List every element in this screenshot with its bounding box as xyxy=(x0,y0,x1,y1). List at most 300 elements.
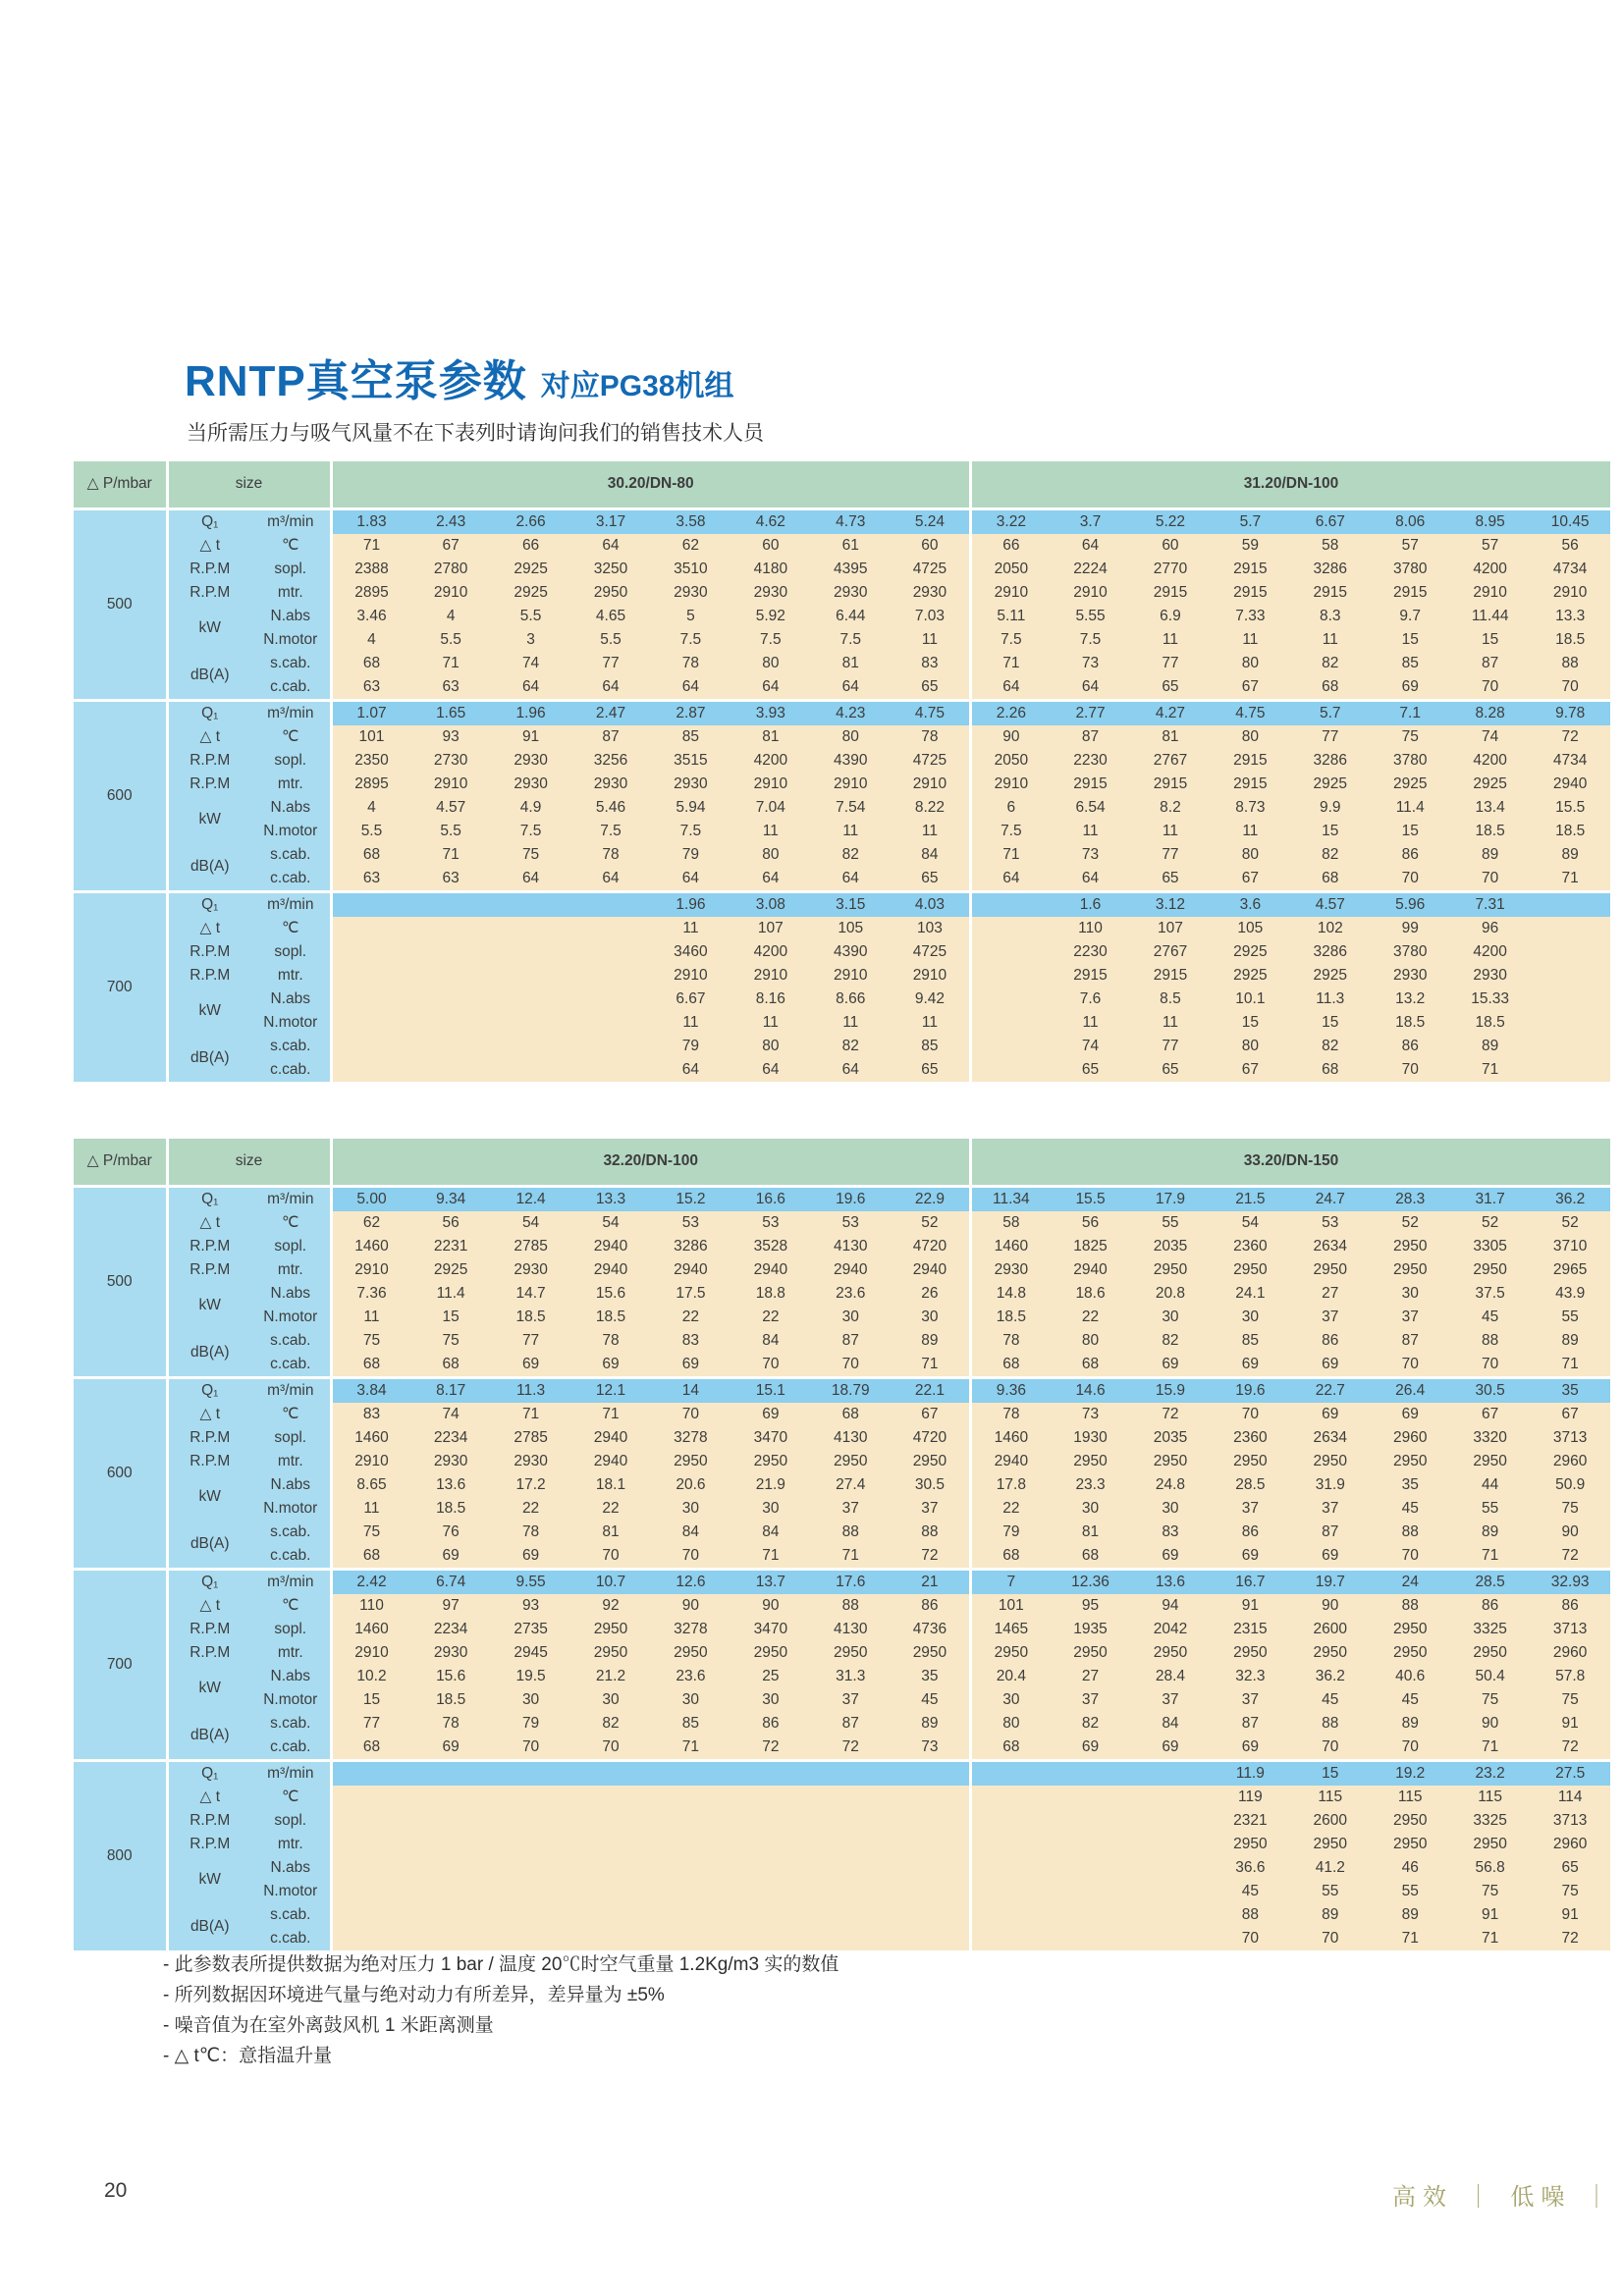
value-cell xyxy=(1130,1809,1210,1833)
value-cell: 2930 xyxy=(730,581,810,605)
value-cell xyxy=(1530,892,1610,918)
value-cell: 7.5 xyxy=(570,820,650,843)
value-cell: 5.00 xyxy=(331,1187,410,1212)
value-cell xyxy=(1051,1927,1130,1950)
value-cell: 3278 xyxy=(651,1426,730,1450)
value-cell: 70 xyxy=(1211,1927,1290,1950)
value-cell: 37 xyxy=(1371,1306,1450,1329)
value-cell: 75 xyxy=(331,1329,410,1353)
value-cell: 4 xyxy=(331,796,410,820)
value-cell: 11 xyxy=(891,628,970,652)
value-cell: 2950 xyxy=(1211,1833,1290,1856)
value-cell: 45 xyxy=(1371,1497,1450,1521)
value-cell: 4720 xyxy=(891,1426,970,1450)
value-cell: 2950 xyxy=(1290,1833,1370,1856)
value-cell: 71 xyxy=(970,843,1050,867)
value-cell: 21.9 xyxy=(730,1473,810,1497)
value-cell xyxy=(491,1035,570,1058)
value-cell: 4200 xyxy=(1450,558,1530,581)
value-cell: 3 xyxy=(491,628,570,652)
value-cell: 4130 xyxy=(811,1426,891,1450)
value-cell xyxy=(891,1786,970,1809)
value-cell xyxy=(570,917,650,940)
value-cell: 2050 xyxy=(970,749,1050,773)
value-cell: 91 xyxy=(1450,1903,1530,1927)
value-cell: 15.5 xyxy=(1051,1187,1130,1212)
value-cell xyxy=(1051,1809,1130,1833)
value-cell: 115 xyxy=(1450,1786,1530,1809)
value-cell xyxy=(331,892,410,918)
value-cell: 3.46 xyxy=(331,605,410,628)
value-cell: 70 xyxy=(811,1353,891,1378)
value-cell: 11 xyxy=(331,1306,410,1329)
value-cell: 2950 xyxy=(651,1450,730,1473)
value-cell xyxy=(570,1035,650,1058)
value-cell: 7.6 xyxy=(1051,988,1130,1011)
value-cell: 79 xyxy=(651,843,730,867)
value-cell: 91 xyxy=(1530,1903,1610,1927)
value-cell: 3256 xyxy=(570,749,650,773)
value-cell xyxy=(891,1809,970,1833)
value-cell: 1460 xyxy=(970,1235,1050,1258)
value-cell xyxy=(1530,1035,1610,1058)
value-cell: 64 xyxy=(970,867,1050,892)
value-cell xyxy=(570,964,650,988)
value-cell: 8.17 xyxy=(410,1378,490,1404)
value-cell: 80 xyxy=(970,1712,1050,1735)
value-cell xyxy=(1051,1786,1130,1809)
value-cell xyxy=(410,988,490,1011)
row-measure-label: N.abs xyxy=(251,1665,331,1688)
value-cell: 37 xyxy=(1290,1497,1370,1521)
value-cell: 72 xyxy=(811,1735,891,1761)
value-cell: 86 xyxy=(1371,843,1450,867)
value-cell: 6.74 xyxy=(410,1570,490,1595)
value-cell: 80 xyxy=(1211,1035,1290,1058)
value-cell: 19.2 xyxy=(1371,1761,1450,1787)
footnote: - 所列数据因环境进气量与绝对动力有所差异，差异量为 ±5% xyxy=(163,1985,665,2005)
value-cell: 68 xyxy=(1290,675,1370,701)
row-measure-label: ℃ xyxy=(251,1594,331,1618)
value-cell: 15.2 xyxy=(651,1187,730,1212)
value-cell: 63 xyxy=(331,675,410,701)
value-cell: 2925 xyxy=(491,558,570,581)
value-cell: 3780 xyxy=(1371,749,1450,773)
value-cell: 78 xyxy=(410,1712,490,1735)
value-cell: 115 xyxy=(1371,1786,1450,1809)
value-cell: 88 xyxy=(1371,1594,1450,1618)
value-cell: 4.75 xyxy=(1211,701,1290,726)
row-unit-label: R.P.M xyxy=(167,1258,251,1282)
row-measure-label: c.cab. xyxy=(251,1058,331,1082)
value-cell: 3.7 xyxy=(1051,509,1130,535)
value-cell xyxy=(410,1903,490,1927)
value-cell: 15.1 xyxy=(730,1378,810,1404)
row-unit-label: dB(A) xyxy=(167,1903,251,1950)
value-cell: 85 xyxy=(1371,652,1450,675)
value-cell: 54 xyxy=(491,1211,570,1235)
value-cell xyxy=(491,917,570,940)
value-cell: 2224 xyxy=(1051,558,1130,581)
value-cell: 88 xyxy=(1290,1712,1370,1735)
value-cell: 4 xyxy=(410,605,490,628)
value-cell: 2950 xyxy=(1450,1450,1530,1473)
value-cell: 70 xyxy=(1371,1735,1450,1761)
value-cell: 2965 xyxy=(1530,1258,1610,1282)
value-cell: 85 xyxy=(651,725,730,749)
value-cell: 15.6 xyxy=(570,1282,650,1306)
value-cell: 20.4 xyxy=(970,1665,1050,1688)
value-cell: 2915 xyxy=(1211,773,1290,796)
value-cell: 68 xyxy=(331,843,410,867)
value-cell: 2930 xyxy=(410,1450,490,1473)
value-cell: 90 xyxy=(1290,1594,1370,1618)
value-cell: 95 xyxy=(1051,1594,1130,1618)
row-unit-label: △ t xyxy=(167,917,251,940)
value-cell: 74 xyxy=(1450,725,1530,749)
value-cell: 37 xyxy=(1211,1688,1290,1712)
value-cell: 2930 xyxy=(1450,964,1530,988)
value-cell: 89 xyxy=(891,1329,970,1353)
value-cell: 23.6 xyxy=(811,1282,891,1306)
value-cell: 75 xyxy=(410,1329,490,1353)
pressure-label: 800 xyxy=(74,1761,167,1951)
value-cell: 2.42 xyxy=(331,1570,410,1595)
value-cell: 79 xyxy=(651,1035,730,1058)
value-cell xyxy=(491,1856,570,1880)
value-cell: 52 xyxy=(1371,1211,1450,1235)
value-cell: 2950 xyxy=(970,1641,1050,1665)
value-cell: 30 xyxy=(1051,1497,1130,1521)
value-cell: 71 xyxy=(1450,1544,1530,1570)
size-column-header: size xyxy=(167,461,331,509)
value-cell: 18.8 xyxy=(730,1282,810,1306)
value-cell: 2910 xyxy=(331,1258,410,1282)
value-cell: 2950 xyxy=(1051,1450,1130,1473)
value-cell: 70 xyxy=(1530,675,1610,701)
value-cell: 3286 xyxy=(1290,749,1370,773)
row-unit-label: R.P.M xyxy=(167,558,251,581)
value-cell xyxy=(1130,1833,1210,1856)
value-cell: 71 xyxy=(811,1544,891,1570)
value-cell: 75 xyxy=(1371,725,1450,749)
value-cell: 4130 xyxy=(811,1618,891,1641)
pressure-label: 600 xyxy=(74,1378,167,1570)
value-cell: 3470 xyxy=(730,1618,810,1641)
row-measure-label: N.abs xyxy=(251,1856,331,1880)
value-cell: 88 xyxy=(811,1521,891,1544)
value-cell xyxy=(970,1880,1050,1903)
row-unit-label: Q₁ xyxy=(167,1378,251,1404)
value-cell: 2895 xyxy=(331,581,410,605)
row-measure-label: N.abs xyxy=(251,1473,331,1497)
value-cell: 77 xyxy=(331,1712,410,1735)
value-cell: 2234 xyxy=(410,1618,490,1641)
value-cell: 2234 xyxy=(410,1426,490,1450)
value-cell: 2950 xyxy=(570,1618,650,1641)
value-cell: 2.77 xyxy=(1051,701,1130,726)
value-cell xyxy=(811,1833,891,1856)
value-cell xyxy=(651,1903,730,1927)
value-cell: 110 xyxy=(331,1594,410,1618)
value-cell: 10.2 xyxy=(331,1665,410,1688)
value-cell: 68 xyxy=(1290,867,1370,892)
value-cell: 11 xyxy=(1051,1011,1130,1035)
row-measure-label: c.cab. xyxy=(251,1544,331,1570)
value-cell: 89 xyxy=(1450,843,1530,867)
value-cell: 68 xyxy=(811,1403,891,1426)
row-measure-label: s.cab. xyxy=(251,1712,331,1735)
value-cell xyxy=(891,1856,970,1880)
value-cell: 2315 xyxy=(1211,1618,1290,1641)
value-cell: 11 xyxy=(1130,820,1210,843)
row-measure-label: mtr. xyxy=(251,581,331,605)
slogan-text: 高效 ｜ 低噪 ｜ xyxy=(1391,2184,1615,2211)
value-cell: 11 xyxy=(651,1011,730,1035)
value-cell: 82 xyxy=(1290,843,1370,867)
value-cell: 2940 xyxy=(570,1450,650,1473)
row-measure-label: N.abs xyxy=(251,605,331,628)
value-cell: 26 xyxy=(891,1282,970,1306)
value-cell: 1.6 xyxy=(1051,892,1130,918)
value-cell: 7.03 xyxy=(891,605,970,628)
value-cell: 87 xyxy=(1211,1712,1290,1735)
value-cell: 86 xyxy=(1211,1521,1290,1544)
row-measure-label: c.cab. xyxy=(251,867,331,892)
value-cell: 2940 xyxy=(570,1426,650,1450)
value-cell: 80 xyxy=(730,652,810,675)
value-cell: 12.6 xyxy=(651,1570,730,1595)
value-cell: 2910 xyxy=(730,964,810,988)
value-cell: 2.43 xyxy=(410,509,490,535)
value-cell: 58 xyxy=(1290,534,1370,558)
value-cell: 64 xyxy=(491,867,570,892)
value-cell: 3.17 xyxy=(570,509,650,535)
value-cell: 11 xyxy=(730,820,810,843)
pressure-label: 700 xyxy=(74,892,167,1083)
value-cell xyxy=(651,1761,730,1787)
value-cell: 4390 xyxy=(811,749,891,773)
value-cell: 69 xyxy=(1290,1353,1370,1378)
value-cell: 71 xyxy=(1450,1735,1530,1761)
value-cell: 2770 xyxy=(1130,558,1210,581)
value-cell: 57.8 xyxy=(1530,1665,1610,1688)
value-cell: 24.7 xyxy=(1290,1187,1370,1212)
value-cell: 54 xyxy=(1211,1211,1290,1235)
value-cell: 7.5 xyxy=(1051,628,1130,652)
value-cell: 69 xyxy=(1051,1735,1130,1761)
value-cell xyxy=(331,988,410,1011)
value-cell: 11 xyxy=(331,1497,410,1521)
value-cell: 22 xyxy=(1051,1306,1130,1329)
value-cell: 3325 xyxy=(1450,1618,1530,1641)
value-cell: 2780 xyxy=(410,558,490,581)
row-measure-label: c.cab. xyxy=(251,1927,331,1950)
value-cell: 53 xyxy=(811,1211,891,1235)
row-measure-label: c.cab. xyxy=(251,1735,331,1761)
value-cell: 65 xyxy=(891,867,970,892)
value-cell: 22.9 xyxy=(891,1187,970,1212)
value-cell: 2910 xyxy=(811,964,891,988)
value-cell: 13.3 xyxy=(570,1187,650,1212)
value-cell xyxy=(491,964,570,988)
row-measure-label: N.motor xyxy=(251,1011,331,1035)
row-unit-label: Q₁ xyxy=(167,509,251,535)
value-cell: 67 xyxy=(891,1403,970,1426)
value-cell: 11.3 xyxy=(1290,988,1370,1011)
value-cell: 2.26 xyxy=(970,701,1050,726)
row-measure-label: N.motor xyxy=(251,1880,331,1903)
value-cell: 78 xyxy=(570,1329,650,1353)
value-cell: 1.83 xyxy=(331,509,410,535)
value-cell xyxy=(410,1880,490,1903)
value-cell: 1825 xyxy=(1051,1235,1130,1258)
row-unit-label: R.P.M xyxy=(167,749,251,773)
value-cell: 69 xyxy=(410,1544,490,1570)
value-cell: 24.1 xyxy=(1211,1282,1290,1306)
value-cell xyxy=(970,1035,1050,1058)
value-cell: 1930 xyxy=(1051,1426,1130,1450)
row-unit-label: R.P.M xyxy=(167,1809,251,1833)
value-cell: 8.22 xyxy=(891,796,970,820)
value-cell: 78 xyxy=(970,1403,1050,1426)
value-cell xyxy=(570,1011,650,1035)
value-cell xyxy=(331,1833,410,1856)
value-cell: 90 xyxy=(651,1594,730,1618)
value-cell: 2350 xyxy=(331,749,410,773)
value-cell: 81 xyxy=(1130,725,1210,749)
value-cell xyxy=(491,1903,570,1927)
value-cell: 18.5 xyxy=(1371,1011,1450,1035)
value-cell: 5.7 xyxy=(1290,701,1370,726)
value-cell: 84 xyxy=(1130,1712,1210,1735)
value-cell: 80 xyxy=(811,725,891,749)
value-cell: 3286 xyxy=(651,1235,730,1258)
row-unit-label: R.P.M xyxy=(167,940,251,964)
value-cell: 2925 xyxy=(410,1258,490,1282)
value-cell: 77 xyxy=(570,652,650,675)
value-cell: 27 xyxy=(1051,1665,1130,1688)
value-cell: 5.55 xyxy=(1051,605,1130,628)
value-cell: 6.67 xyxy=(1290,509,1370,535)
value-cell xyxy=(970,1809,1050,1833)
value-cell: 30 xyxy=(651,1688,730,1712)
value-cell: 2910 xyxy=(730,773,810,796)
value-cell: 18.5 xyxy=(1530,628,1610,652)
value-cell: 2950 xyxy=(651,1641,730,1665)
value-cell: 86 xyxy=(730,1712,810,1735)
row-unit-label: R.P.M xyxy=(167,1833,251,1856)
value-cell: 2930 xyxy=(491,773,570,796)
row-measure-label: m³/min xyxy=(251,1570,331,1595)
row-measure-label: m³/min xyxy=(251,1761,331,1787)
value-cell: 81 xyxy=(811,652,891,675)
value-cell xyxy=(891,1927,970,1950)
value-cell xyxy=(730,1856,810,1880)
value-cell: 2950 xyxy=(730,1450,810,1473)
value-cell: 87 xyxy=(811,1329,891,1353)
row-unit-label: kW xyxy=(167,605,251,652)
value-cell: 2950 xyxy=(1211,1641,1290,1665)
value-cell: 82 xyxy=(811,843,891,867)
value-cell: 2930 xyxy=(891,581,970,605)
value-cell xyxy=(491,892,570,918)
value-cell: 8.16 xyxy=(730,988,810,1011)
value-cell: 86 xyxy=(891,1594,970,1618)
value-cell xyxy=(331,1903,410,1927)
value-cell: 45 xyxy=(891,1688,970,1712)
model-header: 31.20/DN-100 xyxy=(970,461,1610,509)
value-cell: 68 xyxy=(331,652,410,675)
value-cell: 83 xyxy=(651,1329,730,1353)
value-cell: 30 xyxy=(970,1688,1050,1712)
value-cell: 9.55 xyxy=(491,1570,570,1595)
value-cell: 65 xyxy=(1130,675,1210,701)
value-cell xyxy=(570,1761,650,1787)
value-cell: 4736 xyxy=(891,1618,970,1641)
value-cell: 11 xyxy=(891,820,970,843)
value-cell: 2960 xyxy=(1371,1426,1450,1450)
value-cell: 77 xyxy=(1290,725,1370,749)
parameters-table xyxy=(74,1139,1610,1950)
value-cell: 1.96 xyxy=(651,892,730,918)
value-cell: 70 xyxy=(1211,1403,1290,1426)
value-cell: 6.54 xyxy=(1051,796,1130,820)
value-cell: 30 xyxy=(730,1497,810,1521)
value-cell: 11.4 xyxy=(410,1282,490,1306)
value-cell: 82 xyxy=(1051,1712,1130,1735)
value-cell: 71 xyxy=(651,1735,730,1761)
pressure-label: 600 xyxy=(74,701,167,892)
value-cell: 71 xyxy=(570,1403,650,1426)
value-cell: 18.79 xyxy=(811,1378,891,1404)
value-cell: 2735 xyxy=(491,1618,570,1641)
value-cell: 88 xyxy=(1211,1903,1290,1927)
value-cell: 13.4 xyxy=(1450,796,1530,820)
value-cell: 14.7 xyxy=(491,1282,570,1306)
value-cell: 70 xyxy=(1290,1735,1370,1761)
row-unit-label: kW xyxy=(167,796,251,843)
value-cell: 82 xyxy=(1290,652,1370,675)
value-cell: 10.1 xyxy=(1211,988,1290,1011)
value-cell: 2950 xyxy=(1371,1833,1450,1856)
value-cell xyxy=(331,1927,410,1950)
value-cell: 8.95 xyxy=(1450,509,1530,535)
value-cell: 78 xyxy=(491,1521,570,1544)
value-cell: 30 xyxy=(811,1306,891,1329)
value-cell: 28.3 xyxy=(1371,1187,1450,1212)
value-cell xyxy=(491,1011,570,1035)
value-cell: 1460 xyxy=(331,1426,410,1450)
value-cell: 83 xyxy=(331,1403,410,1426)
value-cell: 56 xyxy=(1051,1211,1130,1235)
value-cell: 2930 xyxy=(570,773,650,796)
value-cell: 64 xyxy=(570,867,650,892)
value-cell: 7 xyxy=(970,1570,1050,1595)
value-cell: 2634 xyxy=(1290,1235,1370,1258)
value-cell: 30 xyxy=(730,1688,810,1712)
value-cell: 71 xyxy=(410,652,490,675)
size-column-header: size xyxy=(167,1139,331,1187)
value-cell: 2042 xyxy=(1130,1618,1210,1641)
value-cell: 15 xyxy=(1450,628,1530,652)
value-cell: 53 xyxy=(1290,1211,1370,1235)
value-cell: 2895 xyxy=(331,773,410,796)
value-cell: 84 xyxy=(891,843,970,867)
value-cell: 91 xyxy=(491,725,570,749)
value-cell xyxy=(970,1903,1050,1927)
value-cell xyxy=(410,1058,490,1082)
